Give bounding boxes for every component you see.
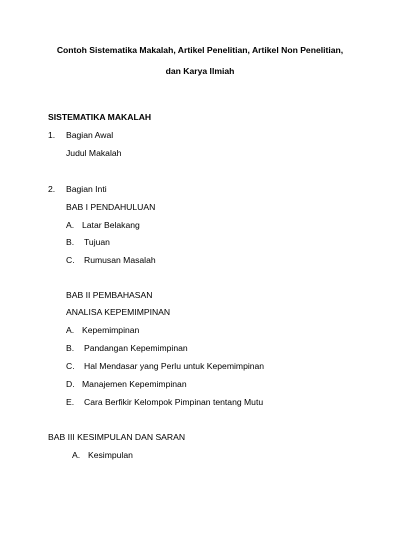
- sub-item-text: Hal Mendasar yang Perlu untuk Kepemimpinan: [84, 361, 265, 371]
- chapter-heading: BAB I PENDAHULUAN: [66, 202, 156, 212]
- section-heading: SISTEMATIKA MAKALAH: [48, 112, 152, 122]
- sub-item-text: Pandangan Kepemimpinan: [84, 343, 188, 353]
- sub-item-letter: C.: [66, 255, 75, 265]
- sub-item-letter: C.: [66, 361, 75, 371]
- list-item-sub: Judul Makalah: [66, 148, 122, 158]
- sub-item-text: Kesimpulan: [88, 450, 133, 460]
- sub-item-letter: E.: [66, 397, 75, 407]
- chapter-heading: BAB II PEMBAHASAN: [66, 290, 153, 300]
- sub-item-text: Rumusan Masalah: [84, 255, 156, 265]
- sub-item-letter: D.: [66, 379, 75, 389]
- list-number: 2.: [48, 184, 56, 194]
- sub-item-letter: A.: [66, 220, 75, 230]
- sub-item-letter: B.: [66, 237, 75, 247]
- document-title-line-2: dan Karya Ilmiah: [165, 66, 235, 76]
- document-title-line-1: Contoh Sistematika Makalah, Artikel Penelitian, Artikel Non Penelitian,: [56, 45, 344, 55]
- list-item-label: Bagian Inti: [66, 184, 107, 194]
- sub-item-text: Tujuan: [84, 237, 110, 247]
- sub-item-text: Latar Belakang: [82, 220, 140, 230]
- chapter-heading: BAB III KESIMPULAN DAN SARAN: [48, 432, 186, 442]
- chapter-subheading: ANALISA KEPEMIMPINAN: [66, 307, 171, 317]
- sub-item-text: Cara Berfikir Kelompok Pimpinan tentang Mutu: [84, 397, 264, 407]
- list-number: 1.: [48, 130, 56, 140]
- sub-item-letter: A.: [72, 450, 81, 460]
- sub-item-letter: B.: [66, 343, 75, 353]
- sub-item-text: Kepemimpinan: [82, 325, 140, 335]
- sub-item-text: Manajemen Kepemimpinan: [82, 379, 187, 389]
- list-item-label: Bagian Awal: [66, 130, 114, 140]
- sub-item-letter: A.: [66, 325, 75, 335]
